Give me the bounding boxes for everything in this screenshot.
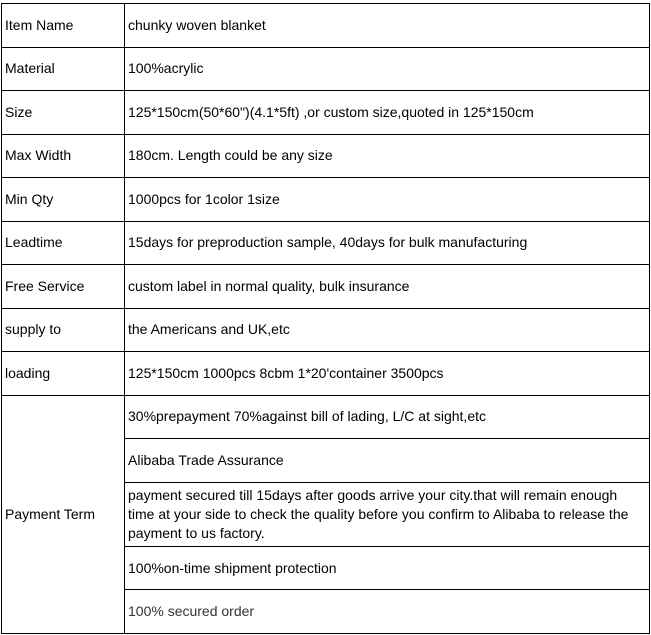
table-row <box>2 91 650 135</box>
payment-item-prepayment: 30%prepayment 70%against bill of lading, L/C at sight,etc <box>125 395 650 439</box>
row-value-supply-to: the Americans and UK,etc <box>125 308 650 352</box>
payment-item-secured-till: payment secured till 15days after goods arrive your city.that will remain enough time at your side to check the quality before you confirm to Alibaba to release the payment to us factory. <box>125 482 650 546</box>
payment-item-secured-order: 100% secured order <box>125 590 650 634</box>
payment-item-trade-assurance: Alibaba Trade Assurance <box>125 439 650 483</box>
table-row <box>2 308 650 352</box>
row-label-min-qty: Min Qty <box>2 178 125 222</box>
row-label-item-name: Item Name <box>2 4 125 48</box>
row-value-min-qty: 1000pcs for 1color 1size <box>125 178 650 222</box>
table-row <box>2 47 650 91</box>
product-spec-table <box>1 3 650 634</box>
table-row <box>2 265 650 309</box>
table-row <box>2 221 650 265</box>
row-value-size: 125*150cm(50*60")(4.1*5ft) ,or custom size,quoted in 125*150cm <box>125 91 650 135</box>
row-value-free-service: custom label in normal quality, bulk insurance <box>125 265 650 309</box>
table-row <box>2 4 650 48</box>
row-value-max-width: 180cm. Length could be any size <box>125 134 650 178</box>
row-label-payment-term: Payment Term <box>2 395 125 633</box>
table-row <box>2 395 650 439</box>
table-row <box>2 134 650 178</box>
row-label-supply-to: supply to <box>2 308 125 352</box>
row-label-free-service: Free Service <box>2 265 125 309</box>
row-label-leadtime: Leadtime <box>2 221 125 265</box>
row-value-item-name: chunky woven blanket <box>125 4 650 48</box>
row-value-loading: 125*150cm 1000pcs 8cbm 1*20'container 3500pcs <box>125 352 650 396</box>
payment-item-shipment-protection: 100%on-time shipment protection <box>125 546 650 590</box>
row-label-size: Size <box>2 91 125 135</box>
row-label-material: Material <box>2 47 125 91</box>
row-value-material: 100%acrylic <box>125 47 650 91</box>
row-value-leadtime: 15days for preproduction sample, 40days for bulk manufacturing <box>125 221 650 265</box>
row-label-max-width: Max Width <box>2 134 125 178</box>
table-row <box>2 352 650 396</box>
table-row <box>2 178 650 222</box>
row-label-loading: loading <box>2 352 125 396</box>
